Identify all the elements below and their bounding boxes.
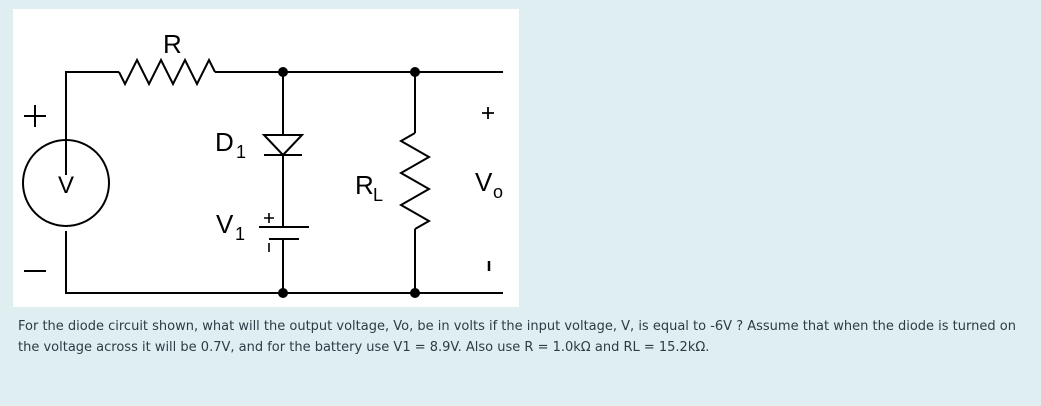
node-dot xyxy=(410,288,420,298)
output-voltage-label: V xyxy=(475,167,493,197)
wire-left-top xyxy=(66,72,119,175)
resistor-rl xyxy=(401,133,429,229)
resistor-r xyxy=(119,60,215,84)
source-plus-icon xyxy=(24,105,46,127)
node-dot xyxy=(278,288,288,298)
output-plus-icon xyxy=(482,107,494,119)
load-resistor-label: R xyxy=(355,170,374,200)
node-dot xyxy=(410,67,420,77)
diode-subscript: 1 xyxy=(236,142,247,162)
wire-bottom-rail xyxy=(66,231,503,293)
circuit-schematic xyxy=(13,9,519,307)
resistor-label: R xyxy=(163,29,182,59)
source-label: V xyxy=(57,172,75,199)
output-voltage-subscript: o xyxy=(493,182,504,202)
battery-label: V xyxy=(216,209,234,239)
diode-triangle xyxy=(264,135,302,155)
battery-subscript: 1 xyxy=(235,224,246,244)
question-text: For the diode circuit shown, what will the output voltage, Vo, be in volts if the input voltage, V, is equal to -6V ? Assume that when the diode is turned on the voltage across it will be 0.7V, and for the battery use V1 = 8.9V. Also use R = 1.0kΩ and RL = 15.2kΩ. xyxy=(18,319,1016,355)
battery-plus-icon xyxy=(264,213,274,223)
load-resistor-subscript: L xyxy=(373,185,384,205)
circuit-diagram xyxy=(13,9,519,307)
diode-label: D xyxy=(215,127,234,157)
node-dot xyxy=(278,67,288,77)
